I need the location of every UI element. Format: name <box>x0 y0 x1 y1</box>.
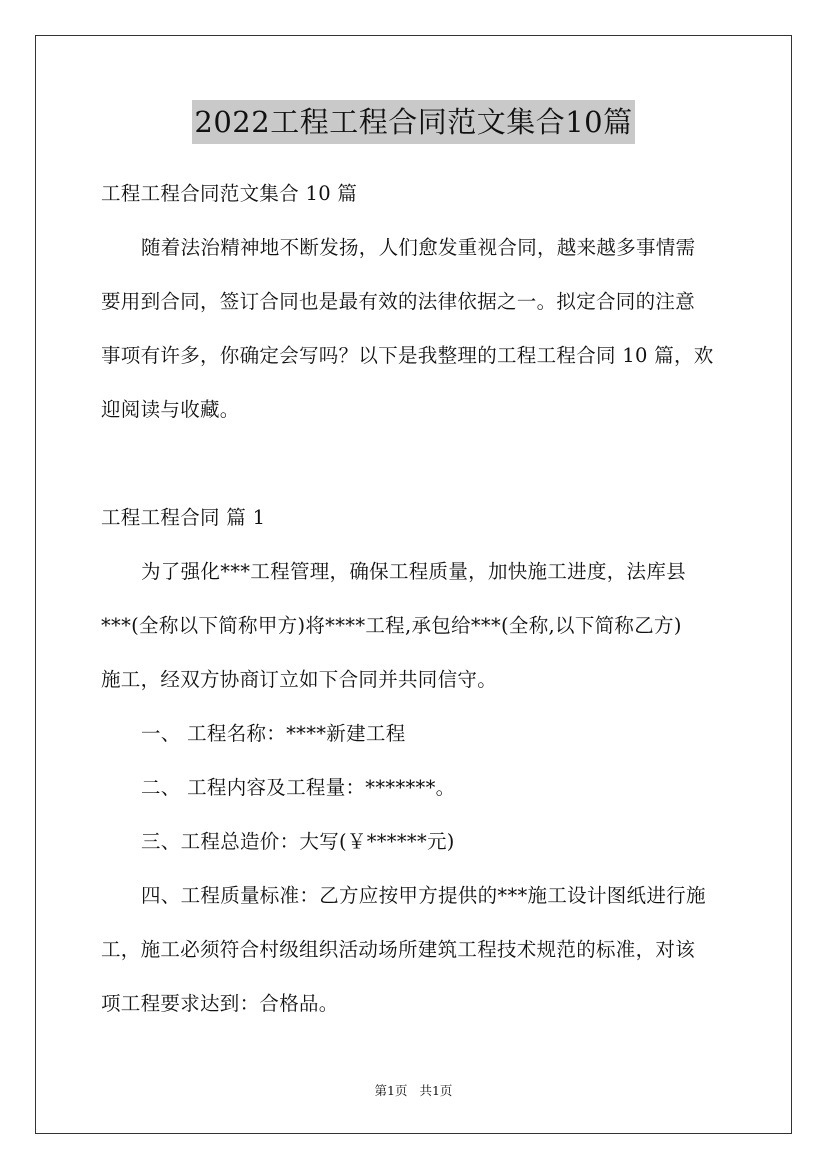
intro-line: 迎阅读与收藏。 <box>101 398 240 421</box>
intro-line: 事项有许多，你确定会写吗？以下是我整理的工程工程合同 10 篇，欢 <box>101 344 714 367</box>
intro-line: 要用到合同，签订合同也是最有效的法律依据之一。拟定合同的注意 <box>101 290 696 313</box>
item-quality-line: 工，施工必须符合村级组织活动场所建筑工程技术规范的标准，对该 <box>101 938 696 961</box>
document-subtitle: 工程工程合同范文集合 10 篇 <box>101 182 358 205</box>
page-footer <box>0 1083 827 1099</box>
item-project-name: 一、 工程名称：****新建工程 <box>141 722 406 745</box>
section-line: 为了强化***工程管理，确保工程质量，加快施工进度，法库县 <box>141 560 686 583</box>
item-project-content: 二、 工程内容及工程量：*******。 <box>141 776 456 799</box>
page-total: 共1页 <box>419 1083 453 1098</box>
page-number: 第1页 <box>374 1083 408 1098</box>
item-quality-line: 四、工程质量标准：乙方应按甲方提供的***施工设计图纸进行施 <box>141 884 706 907</box>
section-line: 施工，经双方协商订立如下合同并共同信守。 <box>101 668 498 691</box>
document-title: 2022工程工程合同范文集合10篇 <box>192 100 634 144</box>
item-quality-line: 项工程要求达到：合格品。 <box>101 992 339 1015</box>
intro-line: 随着法治精神地不断发扬，人们愈发重视合同，越来越多事情需 <box>141 236 696 259</box>
section-line: ***(全称以下简称甲方)将****工程,承包给***(全称,以下简称乙方) <box>101 614 682 637</box>
document-title-wrap <box>0 100 827 146</box>
item-total-cost: 三、工程总造价：大写(￥******元) <box>141 830 455 853</box>
section-heading: 工程工程合同 篇 1 <box>101 506 266 529</box>
